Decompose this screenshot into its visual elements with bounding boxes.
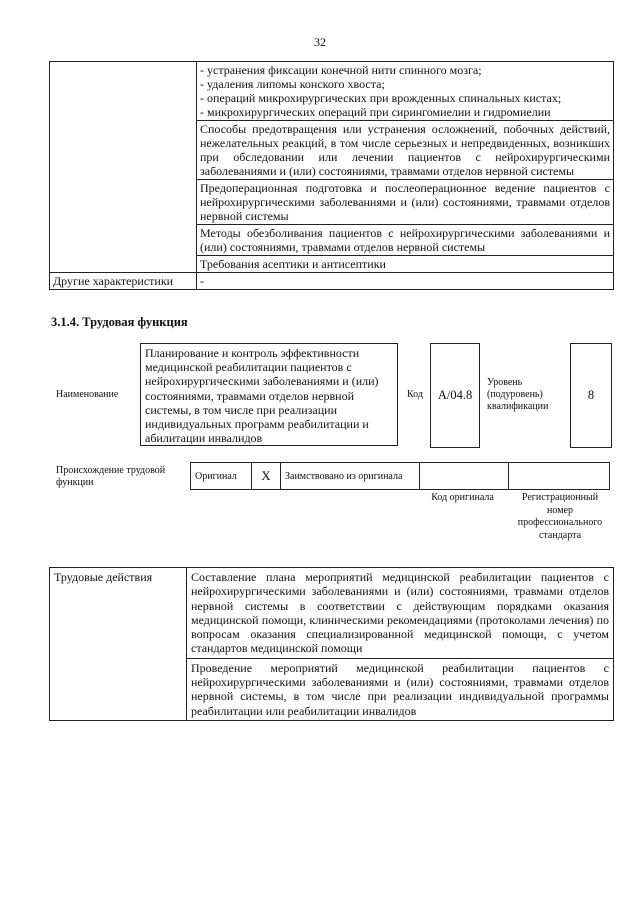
code-original-cell xyxy=(420,463,509,490)
function-name-box: Планирование и контроль эффективности медицинской реабилитации пациентов с нейрохирургическими заболеваниями и (или) состояниями, травмами отделов нервной системы, в том числе при реализации индивидуальных программ реабилитации и абилитации инвалидов xyxy=(140,343,398,446)
table-cell: Предоперационная подготовка и послеоперационное ведение пациентов с нейрохирургическими заболеваниями и (или) состояниями, травмами отделов нервной системы xyxy=(197,180,614,225)
list-item: - устранения фиксации конечной нити спинного мозга; xyxy=(200,63,482,77)
labor-actions-label: Трудовые действия xyxy=(50,568,187,721)
knowledge-table xyxy=(49,61,614,290)
level-value-box: 8 xyxy=(570,343,612,448)
original-mark: X xyxy=(252,463,281,490)
table-row xyxy=(191,463,610,490)
table-cell: Требования асептики и антисептики xyxy=(197,256,614,273)
list-item: - микрохирургических операций при сирингомиелии и гидромиелии xyxy=(200,105,551,119)
borrowed-cell: Заимствовано из оригинала xyxy=(281,463,420,490)
table-cell: Проведение мероприятий медицинской реабилитации пациентов с нейрохирургическими заболеваниями и (или) состояниями, травмами отделов нервной системы, в том числе при реализации индивидуальной программы реабилитации или реабилитации инвалидов xyxy=(187,658,614,720)
code-original-caption: Код оригинала xyxy=(431,492,494,503)
table-row xyxy=(50,62,614,121)
list-item: - удаления липомы конского хвоста; xyxy=(200,77,385,91)
other-characteristics-value: - xyxy=(197,273,614,290)
origin-table xyxy=(190,462,610,490)
table-cell: Способы предотвращения или устранения осложнений, побочных действий, нежелательных реакций, в том числе серьезных и непредвиденных, возникших при обследовании или лечении пациентов с нейрохирургическими заболеваниями и (или) состояниями, травмами отделов нервной системы xyxy=(197,121,614,180)
origin-label: Происхождение трудовой функции xyxy=(56,465,166,488)
section-title: 3.1.4. Трудовая функция xyxy=(51,315,188,329)
code-value-box: A/04.8 xyxy=(430,343,480,448)
level-label: Уровень (подуровень) квалификации xyxy=(487,377,549,412)
table-row xyxy=(50,568,614,659)
table-cell: Составление плана мероприятий медицинской реабилитации пациентов с нейрохирургическими заболеваниями и (или) состояниями, травмами отделов нервной системы в соответствии с действующим порядками оказания медицинской помощи, клиническими рекомендациями (протоколами лечения) по вопросам оказания специализированной медицинской помощи, с учетом стандартов медицинской помощи xyxy=(187,568,614,659)
labor-actions-table xyxy=(49,567,614,721)
original-cell: Оригинал xyxy=(191,463,252,490)
name-label: Наименование xyxy=(56,389,119,400)
code-label: Код xyxy=(407,389,423,400)
empty-label-cell xyxy=(50,62,197,273)
reg-number-caption: Регистрационный номер профессионального стандарта xyxy=(517,492,603,541)
procedures-list-cell xyxy=(197,62,614,121)
other-characteristics-label: Другие характеристики xyxy=(50,273,197,290)
table-row xyxy=(50,273,614,290)
reg-number-cell xyxy=(509,463,610,490)
page-number: 32 xyxy=(314,35,326,49)
list-item: - операций микрохирургических при врожденных спинальных кистах; xyxy=(200,91,562,105)
table-cell: Методы обезболивания пациентов с нейрохирургическими заболеваниями и (или) состояниями, травмами отделов нервной системы xyxy=(197,225,614,256)
